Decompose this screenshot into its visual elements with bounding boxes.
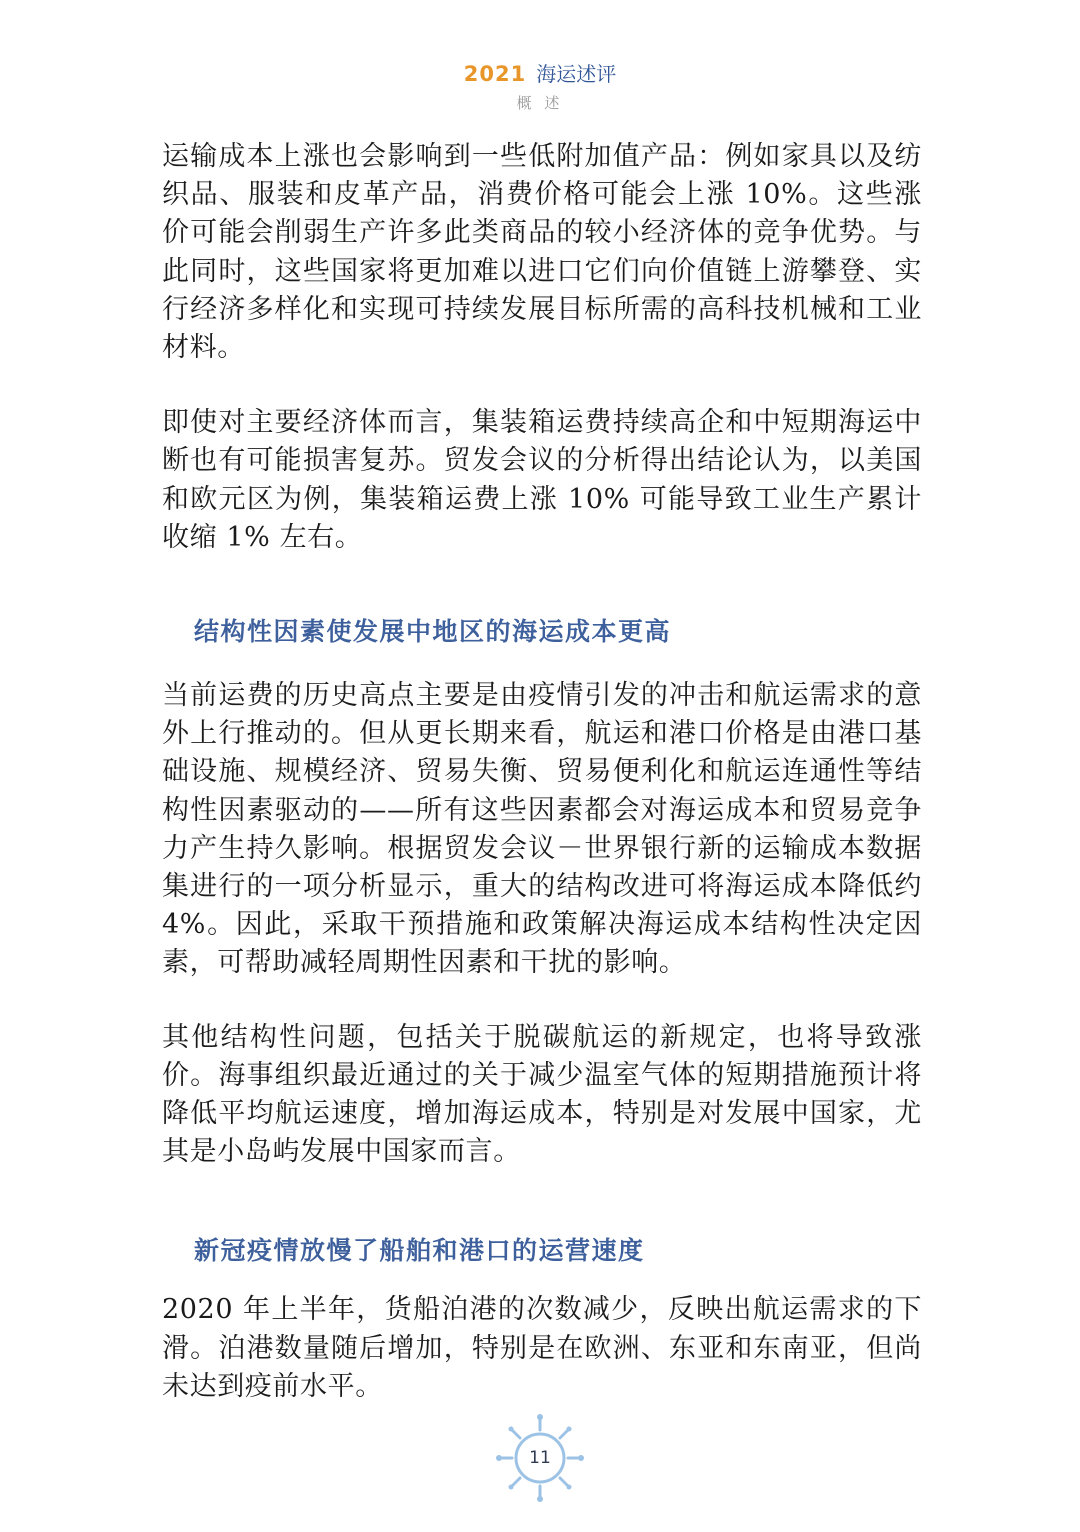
header-title: 海运述评 — [536, 62, 617, 86]
page-footer — [490, 1408, 590, 1508]
header-year: 2021 — [463, 62, 527, 86]
page-content — [162, 138, 922, 1406]
paragraph-4: 其他结构性问题，包括关于脱碳航运的新规定，也将导致涨价。海事组织最近通过的关于减少温室气体的短期措施预计将降低平均航运速度，增加海运成本，特别是对发展中国家，尤其是小岛屿发展中国家而言。 — [162, 1021, 922, 1168]
page-number: 11 — [529, 1448, 551, 1468]
section-heading-covid-slowdown: 新冠疫情放慢了船舶和港口的运营速度 — [194, 1236, 645, 1266]
running-header — [0, 58, 1080, 87]
paragraph-5: 2020 年上半年，货船泊港的次数减少，反映出航运需求的下滑。泊港数量随后增加，特别是在欧洲、东亚和东南亚，但尚未达到疫前水平。 — [162, 1294, 922, 1402]
paragraph-3: 当前运费的历史高点主要是由疫情引发的冲击和航运需求的意外上行推动的。但从更长期来看，航运和港口价格是由港口基础设施、规模经济、贸易失衡、贸易便利化和航运连通性等结构性因素驱动的——所有这些因素都会对海运成本和贸易竞争力产生持久影响。根据贸发会议－世界银行新的运输成本数据集进行的一项分析显示，重大的结构改进可将海运成本降低约 4%。因此，采取干预措施和政策解决海运成本结构性决定因素，可帮助减轻周期性因素和干扰的影响。 — [162, 680, 922, 979]
paragraph-1: 运输成本上涨也会影响到一些低附加值产品：例如家具以及纺织品、服装和皮革产品，消费价格可能会上涨 10%。这些涨价可能会削弱生产许多此类商品的较小经济体的竞争优势。与此同时，这些国家将更加难以进口它们向价值链上游攀登、实行经济多样化和实现可持续发展目标所需的高科技机械和工业材料。 — [162, 141, 922, 364]
header-subtitle: 概 述 — [516, 94, 564, 112]
paragraph-2: 即使对主要经济体而言，集装箱运费持续高企和中短期海运中断也有可能损害复苏。贸发会议的分析得出结论认为，以美国和欧元区为例，集装箱运费上涨 10% 可能导致工业生产累计收缩 1% 左右。 — [162, 407, 922, 553]
section-heading-structural-factors: 结构性因素使发展中地区的海运成本更高 — [194, 617, 672, 647]
